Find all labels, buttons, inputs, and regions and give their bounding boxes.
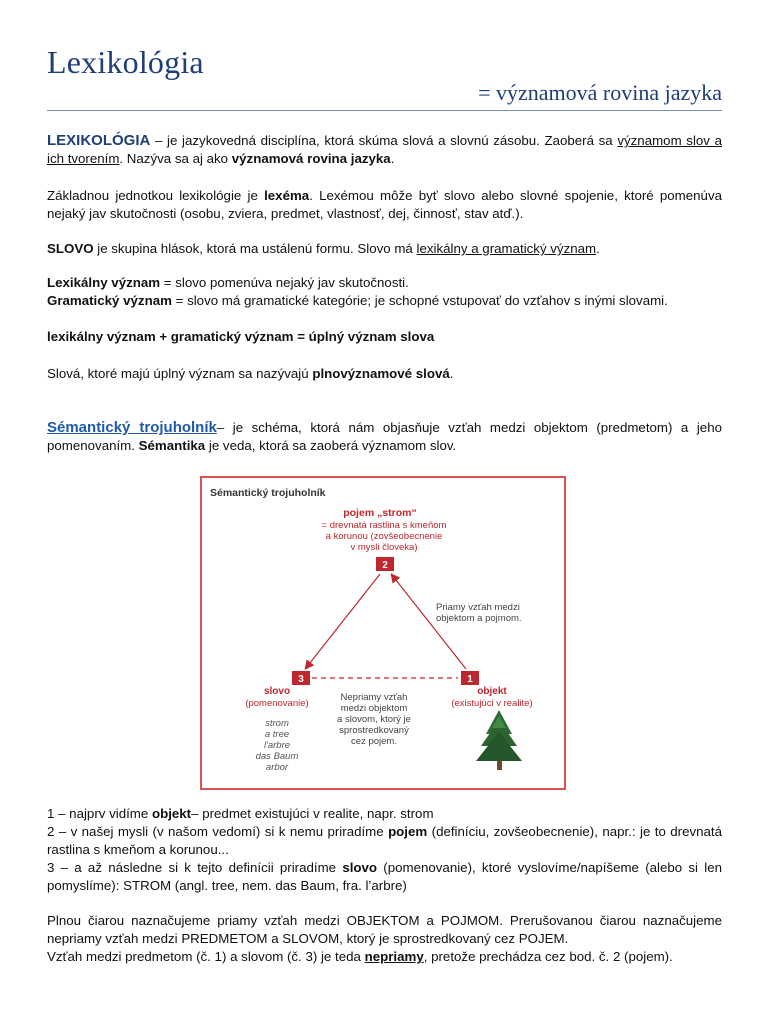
paragraph-formula — [47, 328, 722, 346]
text: . — [449, 366, 454, 381]
term-semanticky-trojuholnik: Sémantický trojuholník — [47, 419, 217, 436]
concept-desc-line: = drevnatá rastlina s kmeňom — [321, 520, 447, 531]
word-sublabel: (pomenovanie) — [245, 698, 309, 709]
paragraph-plnovyznamove — [47, 365, 722, 383]
text: – je jazykovedná disciplína, ktorá skúma slová a slovnú zásobu. Zaoberá sa — [150, 133, 618, 148]
figure-title: Sémantický trojuholník — [210, 487, 326, 499]
bold-underlined-text: nepriamy — [364, 949, 424, 964]
text: – je schéma, ktorá nám objasňuje vzťah medzi objektom (predmetom) a jeho pomenovaním. — [47, 420, 722, 453]
text: (definíciu, zovšeobecnenie), napr.: je to drevnatá rastlina s kmeňom a korunou... — [47, 824, 722, 857]
word-label: slovo — [263, 686, 291, 697]
indirect-relation-note: cez pojem. — [351, 736, 397, 747]
arrow-concept-to-word — [306, 574, 380, 668]
text: = slovo má gramatické kategórie; je schopné vstupovať do vzťahov s inými slovami. — [171, 293, 668, 308]
bold-text: Sémantika — [138, 438, 206, 453]
bold-text: významová rovina jazyka — [231, 151, 391, 166]
concept-desc-line: a korunou (zovšeobecnenie — [325, 531, 443, 542]
semantic-triangle-figure — [200, 476, 566, 790]
direct-relation-note: objektom a pojmom. — [436, 613, 522, 624]
bold-text: Gramatický význam — [47, 293, 172, 308]
text: je skupina hlások, ktorá ma ustálenú formu. Slovo má — [93, 241, 417, 256]
text: . Lexémou môže byť slovo alebo slovné spojenie, ktoré pomenúva nejaký jav skutočnosti (osobu, zviera, predmet, vlastnosť, dej, činnosť, stav atď.). — [47, 188, 722, 221]
indirect-relation-note: sprostredkovaný — [339, 725, 409, 736]
text: Plnou čiarou naznačujeme priamy vzťah medzi OBJEKTOM a POJMOM. Prerušovanou čiarou naznačujeme nepriamy vzťah medzi PREDMETOM a SLOVOM, ktorý je sprostredkovaný cez POJEM. — [47, 913, 722, 946]
text: Slová, ktoré majú úplný význam sa nazývajú — [47, 366, 313, 381]
page-subtitle: = významová rovina jazyka — [478, 80, 722, 105]
word-example: arbor — [265, 762, 289, 773]
underlined-text: lexikálny a gramatický význam — [416, 241, 597, 256]
bold-text: plnovýznamové slová — [312, 366, 450, 381]
concept-desc-line: v mysli človeka) — [350, 542, 418, 553]
bold-text: Lexikálny význam — [47, 275, 161, 290]
text: = slovo pomenúva nejaký jav skutočnosti. — [160, 275, 409, 290]
number-2: 2 — [382, 560, 388, 571]
direct-relation-note: Priamy vzťah medzi — [436, 602, 520, 613]
concept-label: pojem „strom“ — [343, 507, 417, 519]
text: 2 – v našej mysli (v našom vedomí) si k nemu priradíme — [47, 824, 389, 839]
paragraph-lexikologia — [47, 132, 722, 168]
page-title: Lexikológia — [47, 44, 204, 80]
tree-icon — [476, 710, 522, 770]
paragraph-slovo — [47, 240, 722, 258]
text: 3 – a až následne si k tejto definícii priradíme — [47, 860, 343, 875]
object-sublabel: (existujúci v realite) — [451, 698, 533, 709]
bold-text: pojem — [388, 824, 428, 839]
bold-text: slovo — [342, 860, 378, 875]
term-lexikologia: LEXIKOLÓGIA — [47, 132, 151, 149]
text: je veda, ktorá sa zaoberá významom slov. — [205, 438, 457, 453]
word-example: strom — [265, 718, 289, 729]
text: 1 – najprv vidíme — [47, 806, 152, 821]
bold-text: objekt — [151, 806, 192, 821]
paragraph-vyznamy — [47, 274, 722, 310]
bold-text: SLOVO — [47, 241, 94, 256]
bold-text: lexikálny význam + gramatický význam = úplný význam slova — [47, 329, 435, 344]
word-example: a tree — [264, 729, 290, 740]
title-divider — [47, 110, 722, 111]
list-item — [47, 859, 722, 895]
indirect-relation-note: a slovom, ktorý je — [337, 714, 411, 725]
text: . Nazýva sa aj ako — [119, 151, 232, 166]
text: (pomenovanie), ktoré vyslovíme/napíšeme (alebo si len pomyslíme): STROM (angl. tree, nem. das Baum, fra. l’arbre) — [47, 860, 722, 893]
semantic-triangle-svg — [202, 478, 564, 788]
object-label: objekt — [477, 686, 507, 697]
number-1: 1 — [467, 674, 473, 685]
bold-text: lexéma — [264, 188, 310, 203]
text: , pretože prechádza cez bod. č. 2 (pojem). — [423, 949, 673, 964]
paragraph-lexema — [47, 187, 722, 223]
paragraph-final — [47, 912, 722, 966]
word-example: l'arbre — [263, 740, 291, 751]
paragraph-semanticky-trojuholnik — [47, 419, 722, 455]
list-item — [47, 805, 722, 823]
numbered-explanations — [47, 805, 722, 895]
text: . — [390, 151, 395, 166]
number-3: 3 — [298, 674, 304, 685]
text: . — [596, 241, 600, 256]
list-item — [47, 823, 722, 859]
underlined-text: významom slov a ich tvorením — [47, 133, 722, 166]
text: – predmet existujúci v realite, napr. strom — [191, 806, 434, 821]
word-example: das Baum — [255, 751, 299, 762]
indirect-relation-note: Nepriamy vzťah — [340, 692, 408, 703]
indirect-relation-note: medzi objektom — [340, 703, 408, 714]
text: Základnou jednotkou lexikológie je — [47, 188, 265, 203]
text: Vzťah medzi predmetom (č. 1) a slovom (č. 3) je teda — [47, 949, 365, 964]
